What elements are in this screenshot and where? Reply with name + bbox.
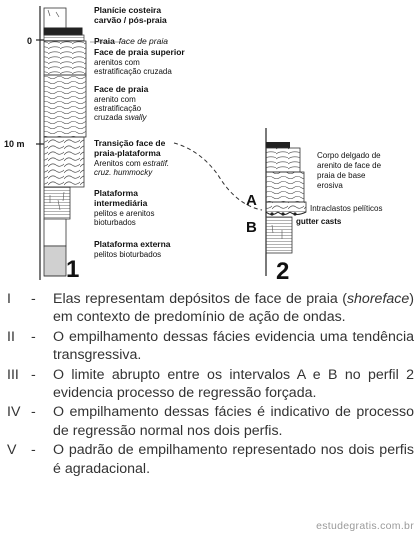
interval-b-label: B — [246, 219, 257, 236]
statement-dash: - — [31, 366, 36, 383]
plataforma-intermediaria-line3: pelitos e arenitos — [94, 209, 155, 218]
statement-ii — [6, 328, 414, 365]
statement-number: I — [7, 291, 11, 307]
scale-bar — [4, 6, 44, 280]
statement-iv — [6, 403, 414, 440]
face-praia-superior-line2: estratificação cruzada — [94, 67, 172, 76]
corpo-delgado-line3: praia de base — [317, 171, 366, 180]
statement-dash: - — [31, 328, 36, 345]
corpo-delgado-line2: arenito de face de — [317, 161, 382, 170]
profile-1-column — [44, 8, 86, 276]
face-praia-superior-line1: arenitos com — [94, 58, 140, 67]
statement-text: O padrão de empilhamento representado nos dois perfis é agradacional. — [53, 442, 414, 477]
statement-text: Elas representam depósitos de face de praia (shoreface) em contexto de predomínio de ação de ondas. — [53, 291, 414, 326]
face-praia-line3: cruzada swally — [94, 113, 147, 122]
corpo-delgado-line4: erosiva — [317, 181, 343, 190]
statement-number: IV — [7, 404, 21, 421]
face-praia-superior-title: Face de praia superior — [94, 47, 185, 57]
scale-zero-label: 0 — [27, 36, 33, 46]
statement-dash: - — [31, 291, 36, 307]
statement-iii — [6, 366, 414, 403]
face-praia-line2: estratificação — [94, 104, 142, 113]
transicao-line1: Transição face de — [94, 138, 166, 148]
statement-number: III — [7, 366, 19, 383]
scale-ten-label: 10 m — [4, 139, 25, 149]
profile-2-number: 2 — [276, 258, 290, 285]
transicao-line4: cruz. hummocky — [94, 168, 153, 177]
intraclastos-label: Intraclastos pelíticos — [310, 204, 383, 213]
face-praia-title: Face de praia — [94, 84, 149, 94]
interval-a-label: A — [246, 192, 257, 209]
profile-1-number: 1 — [66, 256, 80, 283]
plataforma-externa-title: Plataforma externa — [94, 239, 171, 249]
statements-list — [6, 290, 414, 479]
statement-dash: - — [31, 404, 36, 421]
face-praia-line1: arenito com — [94, 95, 136, 104]
statement-v — [6, 441, 414, 478]
statement-number: II — [7, 328, 15, 345]
statement-i — [6, 290, 414, 327]
plataforma-intermediaria-line1: Plataforma — [94, 188, 138, 198]
statement-number: V — [7, 442, 17, 459]
profile-2-column — [266, 128, 306, 276]
corpo-delgado-line1: Corpo delgado de — [317, 151, 381, 160]
gutter-casts-label: gutter casts — [296, 217, 342, 226]
statement-dash: - — [31, 442, 36, 459]
statement-text: O empilhamento dessas fácies evidencia uma tendência transgressiva. — [53, 328, 414, 364]
transicao-line3: Arenitos com estratif. — [94, 159, 170, 168]
statement-text: O empilhamento dessas fácies é indicativo de processo de regressão normal nos dois perfis. — [53, 404, 414, 439]
praia-label: Praia face de praia — [94, 36, 168, 46]
transicao-line2: praia-plataforma — [94, 148, 161, 158]
watermark: estudegratis.com.br — [316, 520, 414, 532]
statement-text: O limite abrupto entre os intervalos A e B no perfil 2 evidencia processo de regressão forçada. — [53, 366, 414, 402]
carvao-pos-praia-label: carvão / pós-praia — [94, 15, 167, 25]
plataforma-externa-line1: pelitos bioturbados — [94, 250, 162, 259]
plataforma-intermediaria-line2: intermediária — [94, 198, 148, 208]
planicie-costeira-label: Planície costeira — [94, 5, 162, 15]
plataforma-intermediaria-line4: bioturbados — [94, 218, 136, 227]
